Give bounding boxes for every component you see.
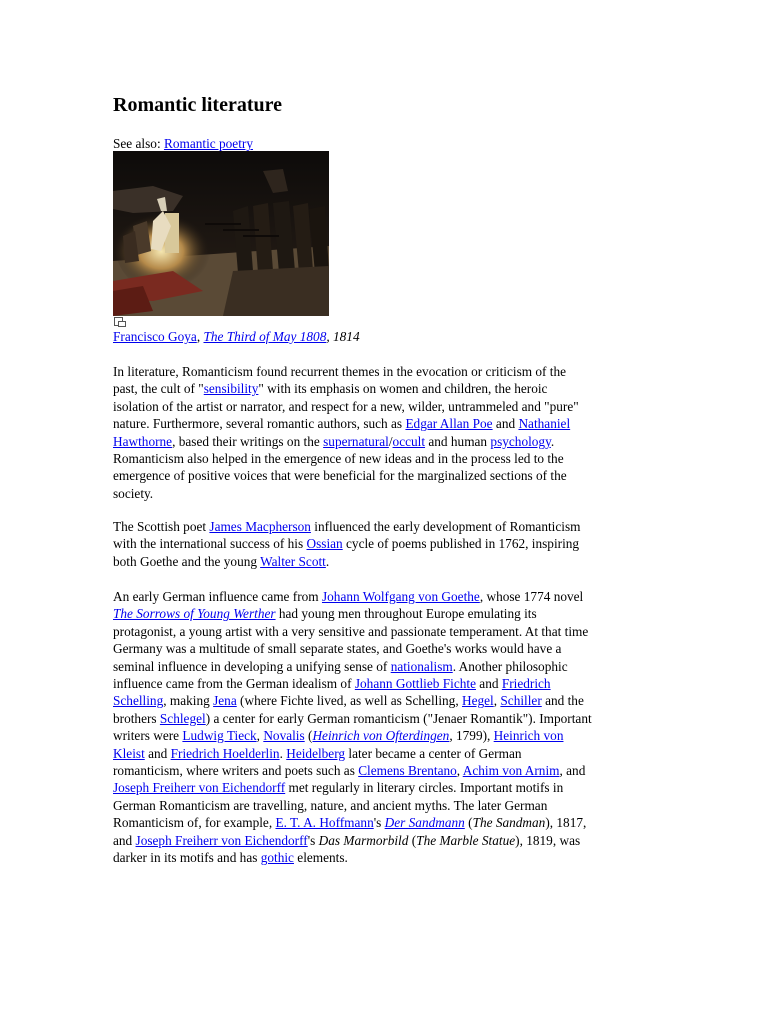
broken-image-icon[interactable]	[113, 316, 127, 328]
link-supernatural[interactable]: supernatural	[323, 433, 389, 449]
link-heinrich-von-ofterdingen[interactable]	[312, 728, 449, 743]
text-line	[113, 553, 658, 570]
link-text: Heinrich von Ofterdingen	[312, 728, 450, 744]
link-der-sandmann[interactable]	[385, 815, 465, 830]
text-run: /	[388, 433, 393, 449]
text-run: protagonist, a young artist with a very sensitive and passionate temperament. At that time	[113, 623, 589, 639]
link-johann-wolfgang-von-goethe[interactable]: Johann Wolfgang von Goethe	[321, 589, 480, 604]
image-caption	[113, 328, 360, 345]
link-johann-gottlieb-fichte[interactable]: Johann Gottlieb Fichte	[354, 676, 476, 692]
text-line	[113, 832, 658, 849]
text-line	[113, 450, 658, 467]
link-achim-von-arnim[interactable]: Achim von Arnim	[462, 763, 560, 779]
caption-work-title: The Third of May 1808	[203, 329, 327, 344]
link-hawthorne[interactable]: Hawthorne	[113, 433, 173, 449]
text-run: Germany was a multitude of small separate states, and Goethe's works would have a	[113, 641, 562, 657]
text-run: " with its emphasis on women and children, the heroic	[258, 381, 548, 397]
link-jena[interactable]: Jena	[213, 693, 237, 709]
text-run: isolation of the artist or narrator, and respect for a new, wilder, untrammeled and "pure"	[113, 398, 579, 414]
link-nationalism[interactable]: nationalism	[390, 658, 453, 674]
text-line	[113, 363, 658, 380]
text-run: , 1799),	[449, 728, 494, 744]
link-romantic-poetry[interactable]: Romantic poetry	[163, 136, 253, 151]
link-text: The Sorrows of Young Werther	[113, 606, 276, 622]
link-the-sorrows-of-young-werther[interactable]	[113, 606, 276, 621]
text-run: ) a center for early German romanticism ("Jenaer Romantik"). Important	[205, 710, 592, 726]
text-line	[113, 727, 658, 744]
link-psychology[interactable]: psychology	[490, 433, 551, 449]
text-line	[113, 433, 658, 450]
text-line	[113, 675, 658, 692]
painting-illustration	[113, 151, 329, 316]
text-run: (	[408, 832, 417, 848]
text-run: elements.	[293, 850, 348, 866]
paragraph-german-influence	[113, 588, 658, 867]
text-run: ), 1817,	[545, 815, 587, 831]
text-run: brothers	[113, 710, 160, 726]
text-run: darker in its motifs and has	[113, 850, 261, 866]
text-line	[113, 745, 658, 762]
text-line	[113, 797, 658, 814]
link-friedrich-hoelderlin[interactable]: Friedrich Hoelderlin	[170, 745, 280, 761]
text-line	[113, 623, 658, 640]
link-friedrich[interactable]: Friedrich	[501, 676, 551, 692]
text-line	[113, 605, 658, 622]
text-line	[113, 415, 658, 432]
text-run: , based their writings on the	[172, 433, 324, 449]
text-run: and	[113, 832, 136, 848]
caption-year: , 1814	[326, 329, 360, 344]
link-ludwig-tieck[interactable]: Ludwig Tieck	[182, 728, 257, 744]
text-run: ,	[456, 763, 463, 779]
text-run: , and	[559, 763, 586, 779]
text-line	[113, 380, 658, 397]
text-run: seminal influence in developing a unifying sense of	[113, 658, 391, 674]
text-run: nature. Furthermore, several romantic authors, such as	[113, 416, 406, 432]
text-line	[113, 467, 658, 484]
link-occult[interactable]: occult	[392, 433, 426, 449]
text-run: and the	[541, 693, 584, 709]
italic-text: Das Marmorbild	[318, 832, 409, 848]
link-kleist[interactable]: Kleist	[113, 745, 145, 761]
text-line	[113, 485, 658, 502]
text-run: met regularly in literary circles. Important motifs in	[285, 780, 564, 796]
text-run: later became a center of German	[345, 745, 522, 761]
link-novalis[interactable]: Novalis	[263, 728, 305, 744]
text-line	[113, 849, 658, 866]
text-run: (	[304, 728, 313, 744]
text-run: .	[279, 745, 287, 761]
link-gothic[interactable]: gothic	[260, 850, 294, 866]
link-schlegel[interactable]: Schlegel	[159, 710, 206, 726]
text-run: (where Fichte lived, as well as Schelling,	[236, 693, 462, 709]
text-line	[113, 762, 658, 779]
text-run: , whose 1774 novel	[479, 589, 584, 604]
text-line	[113, 588, 658, 605]
text-run: ), 1819, was	[515, 832, 581, 848]
text-run: German Romanticism are travelling, nature, and ancient myths. The later German	[113, 797, 548, 813]
link-walter-scott[interactable]: Walter Scott	[260, 553, 326, 569]
text-line	[113, 814, 658, 831]
text-run: society.	[113, 485, 154, 501]
text-run: with the international success of his	[113, 536, 307, 552]
link-schelling[interactable]: Schelling	[113, 693, 164, 709]
text-run: . Another philosophic	[452, 658, 568, 674]
link-clemens-brentano[interactable]: Clemens Brentano	[358, 763, 457, 779]
text-run: In literature, Romanticism found recurrent themes in the evocation or criticism of the	[113, 364, 567, 379]
text-line	[113, 640, 658, 657]
paragraph-macpherson	[113, 518, 658, 570]
caption-separator: ,	[196, 329, 204, 344]
text-run: An early German influence came from	[113, 589, 322, 604]
link-heidelberg[interactable]: Heidelberg	[286, 745, 346, 761]
text-run: emergence of positive voices that were beneficial for the marginalized sections of the	[113, 468, 567, 484]
text-run: past, the cult of "	[113, 381, 204, 397]
text-run: influence came from the German idealism of	[113, 676, 355, 692]
link-heinrich-von[interactable]: Heinrich von	[493, 728, 564, 744]
painting-image[interactable]	[113, 151, 329, 316]
paragraph-themes	[113, 363, 658, 502]
text-run: and	[475, 676, 502, 692]
text-run: 's	[307, 832, 319, 848]
text-line	[113, 518, 658, 535]
link-edgar-allan-poe[interactable]: Edgar Allan Poe	[405, 416, 493, 432]
see-also-prefix: See also:	[113, 136, 164, 151]
text-run: romanticism, where writers and poets such as	[113, 763, 359, 779]
text-run: Romanticism also helped in the emergence of new ideas and in the process led to the	[113, 451, 564, 467]
text-run: writers were	[113, 728, 183, 744]
link-joseph-freiherr-von-eichendorff[interactable]: Joseph Freiherr von Eichendorff	[135, 832, 308, 848]
link-hegel[interactable]: Hegel	[461, 693, 494, 709]
text-run: 's	[373, 815, 385, 831]
link-schiller[interactable]: Schiller	[500, 693, 542, 709]
text-run: both Goethe and the young	[113, 553, 261, 569]
link-third-of-may-1808[interactable]	[203, 329, 326, 344]
text-line	[113, 535, 658, 552]
text-run: The Scottish poet	[113, 519, 210, 534]
text-run: influenced the early development of Romanticism	[310, 519, 581, 534]
text-run: (	[464, 815, 473, 831]
text-run: , making	[163, 693, 214, 709]
italic-text: The Sandman	[472, 815, 546, 831]
text-run: .	[550, 433, 555, 449]
link-ossian[interactable]: Ossian	[306, 536, 343, 552]
link-sensibility[interactable]: sensibility	[203, 381, 259, 397]
text-line	[113, 692, 658, 709]
text-run: had young men throughout Europe emulating its	[275, 606, 537, 622]
link-e-t-a-hoffmann[interactable]: E. T. A. Hoffmann	[275, 815, 374, 831]
link-nathaniel[interactable]: Nathaniel	[518, 416, 571, 432]
text-run: cycle of poems published in 1762, inspiring	[342, 536, 580, 552]
text-run: Romanticism of, for example,	[113, 815, 276, 831]
link-francisco-goya[interactable]: Francisco Goya	[113, 329, 197, 344]
text-run: and	[492, 416, 519, 432]
text-run: and	[144, 745, 171, 761]
link-james-macpherson[interactable]: James Macpherson	[209, 519, 311, 534]
page-title: Romantic literature	[113, 94, 283, 116]
text-run: ,	[256, 728, 264, 744]
text-run: .	[325, 553, 330, 569]
link-joseph-freiherr-von-eichendorff[interactable]: Joseph Freiherr von Eichendorff	[113, 780, 286, 796]
link-text: Der Sandmann	[384, 815, 465, 831]
text-run: ,	[493, 693, 501, 709]
text-line	[113, 710, 658, 727]
text-line	[113, 779, 658, 796]
see-also	[113, 135, 253, 152]
text-line	[113, 398, 658, 415]
italic-text: The Marble Statue	[416, 832, 516, 848]
text-line	[113, 658, 658, 675]
text-run: and human	[425, 433, 491, 449]
